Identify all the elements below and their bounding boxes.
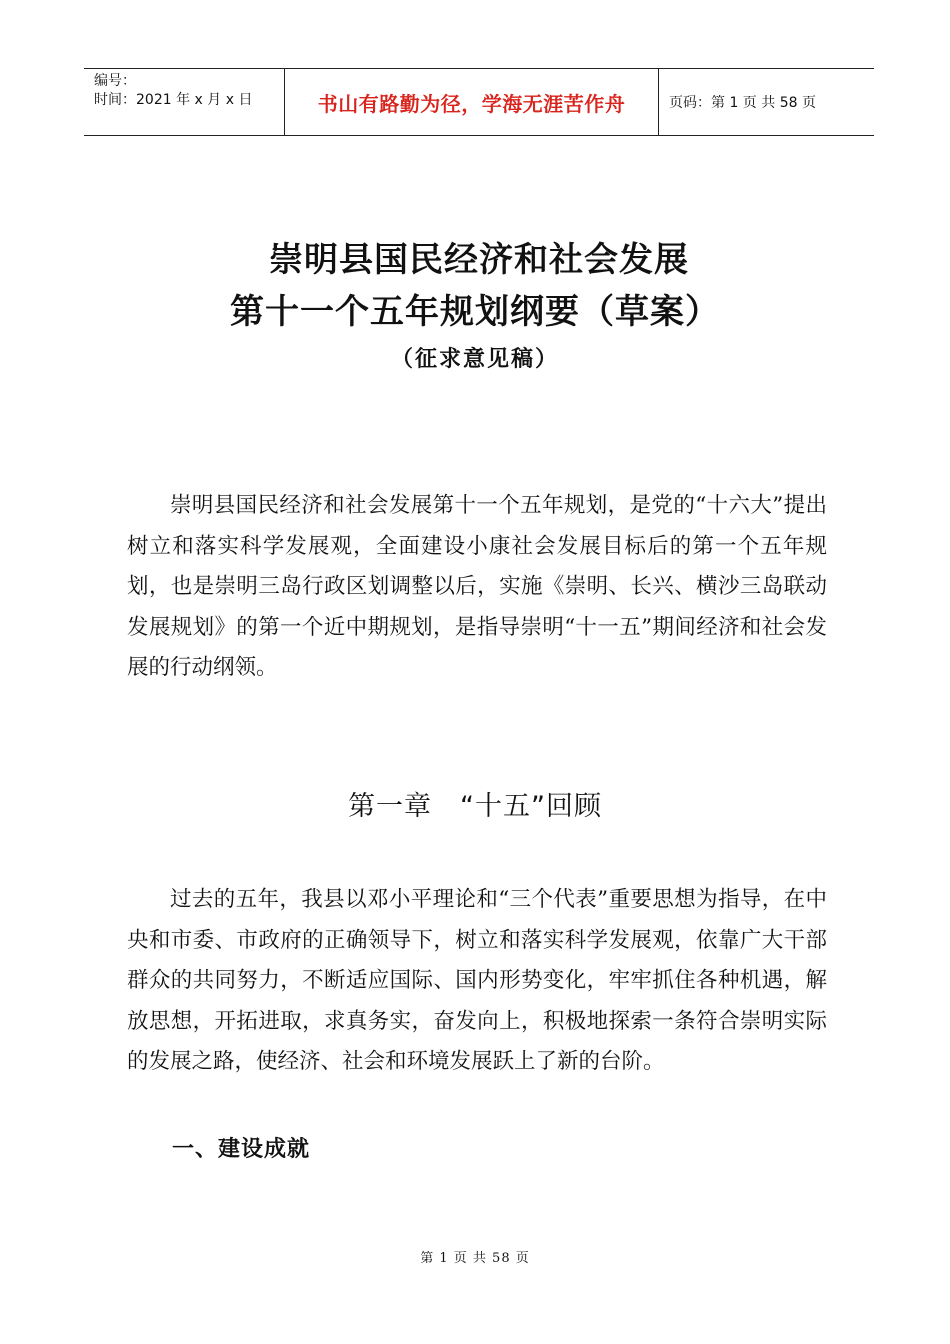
page-info: 页码：第 1 页 共 58 页	[669, 95, 816, 111]
header-meta-cell	[84, 69, 285, 135]
chapter-paragraph: 过去的五年，我县以邓小平理论和“三个代表”重要思想为指导，在中央和市委、市政府的正确领导下，树立和落实科学发展观，依靠广大干部群众的共同努力，不断适应国际、国内形势变化，牢牢抓住各种机遇，解放思想，开拓进取，求真务实，奋发向上，积极地探索一条符合崇明实际的发展之路，使经济、社会和环境发展跃上了新的台阶。	[127, 887, 827, 1074]
date-label: 时间：2021 年 x 月 x 日	[94, 92, 253, 108]
motto-text: 书山有路勤为径，学海无涯苦作舟	[317, 91, 626, 116]
header-page-cell	[659, 69, 874, 135]
document-title-line-1: 崇明县国民经济和社会发展	[269, 240, 689, 280]
serial-number-label: 编号：	[94, 73, 136, 89]
page-header-table	[84, 68, 874, 136]
chapter-title: 第一章 “十五”回顾	[348, 791, 602, 822]
section-heading: 一、建设成就	[172, 1137, 311, 1162]
document-subtitle: （征求意见稿）	[390, 346, 559, 372]
document-title-line-2: 第十一个五年规划纲要（草案）	[230, 292, 720, 332]
header-motto-cell	[285, 69, 659, 135]
intro-paragraph: 崇明县国民经济和社会发展第十一个五年规划，是党的“十六大”提出树立和落实科学发展观，全面建设小康社会发展目标后的第一个五年规划，也是崇明三岛行政区划调整以后，实施《崇明、长兴、横沙三岛联动发展规划》的第一个近中期规划，是指导崇明“十一五”期间经济和社会发展的行动纲领。	[127, 493, 827, 680]
page-footer: 第 1 页 共 58 页	[420, 1251, 530, 1266]
